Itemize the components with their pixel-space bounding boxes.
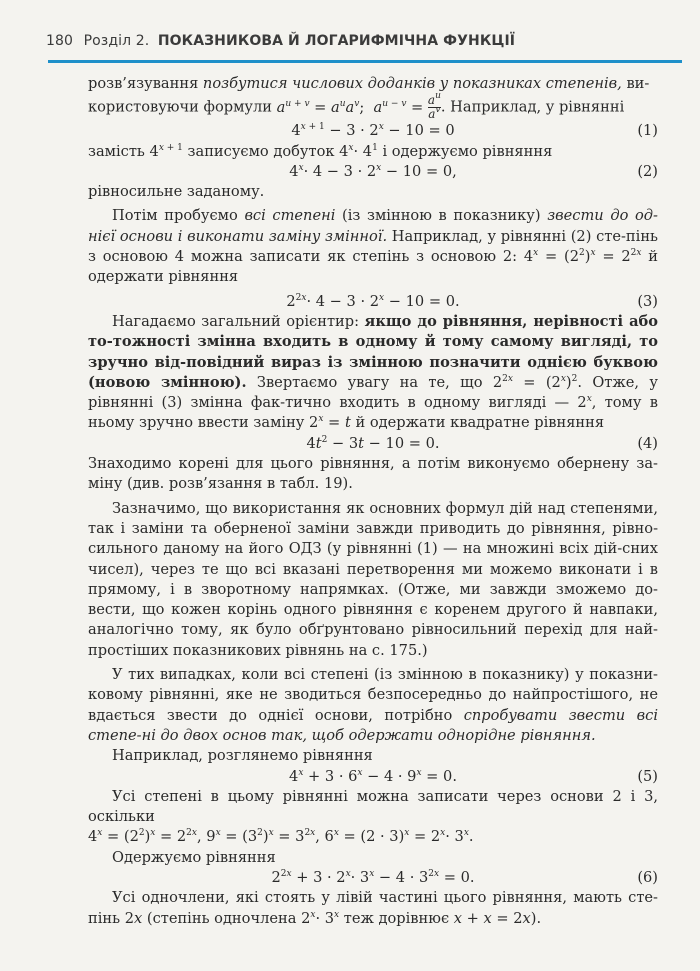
- paragraph: У тих випадках, коли всі степені (із змінною в показнику) у показни-ковому рівнянні, яке не зводиться безпосередньо до найпростішого, не вдається звести до однієї основи, потрібно спробувати звести всі степе-ні до двох основ так, щоб одержати однорідне рівняння.: [88, 666, 658, 744]
- equation-1: $4^{x + 1} - 3 \cdot 2^x - 10 = 0$ (1): [88, 121, 658, 141]
- equation-2: $4^x\cdot 4 - 3 \cdot 2^x - 10 = 0$, (2): [88, 162, 658, 182]
- running-head: [46, 33, 515, 49]
- formula-line: $4^x = (2^2)^x = 2^{2x}$, $9^x = (3^2)^x = 3^{2x}$, $6^x = (2 \cdot 3)^x = 2^x\cdot 3^x$.: [88, 828, 474, 846]
- paragraph: Потім пробуємо всі степені (із змінною в показнику) звести до од-нієї основи і виконати заміну змінної. Наприклад, у рівнянні (2) сте-пінь з основою 4 можна записати як степінь з основою 2: $4^x = (2^2)^x = 2^{2x}$ й одержати рівняння: [88, 207, 658, 286]
- paragraph: Усі одночлени, які стоять у лівій частині цього рівняння, мають сте-пінь 2x (степінь одночлена $2^x\cdot 3^x$ теж дорівнює x + x = 2x).: [88, 889, 658, 927]
- paragraph: замість $4^{x + 1}$ записуємо добуток $4^x\cdot 4^1$ і одержуємо рівняння: [88, 142, 553, 160]
- paragraph: Одержуємо рівняння: [112, 848, 276, 866]
- paragraph: Нагадаємо загальний орієнтир: якщо до рівняння, нерівності або то-тожності змінна входить в одному й тому самому вигляді, то зручно від-повідний вираз із змінною позначити однією буквою (новою змінною). Звертаємо увагу на те, що $2^{2x} = (2^x)^2$. Отже, у рівнянні (3) змінна фак-тично входить в одному вигляді — 2$^x$, тому в ньому зручно ввести заміну $2^x = t$ й одержати квадратне рівняння: [88, 312, 658, 432]
- chapter-title: ПОКАЗНИКОВА Й ЛОГАРИФМІЧНА ФУНКЦІЇ: [157, 33, 516, 49]
- page-body: [88, 74, 658, 929]
- equation-number: (1): [637, 122, 658, 140]
- paragraph: Наприклад, розглянемо рівняння: [112, 747, 373, 765]
- equation-number: (2): [637, 162, 658, 180]
- equation-5: $4^x + 3 \cdot 6^x - 4 \cdot 9^x = 0$. (5): [88, 767, 658, 787]
- equation-4: $4t^2 - 3t - 10 = 0$. (4): [88, 434, 658, 454]
- equation-6: $2^{2x} + 3 \cdot 2^x\cdot 3^x - 4 \cdot 3^{2x} = 0$. (6): [88, 868, 658, 888]
- formula: $a^{u + v} = a^ua^v$; $a^{u - v}$ = $\frac{a^u}{a^v}$: [276, 91, 441, 122]
- chapter-label: Розділ 2.: [83, 33, 150, 49]
- equation-number: (6): [637, 868, 658, 886]
- equation-3: $2^{2x}\cdot 4 - 3 \cdot 2^x - 10 = 0$. (3): [88, 292, 658, 312]
- paragraph: розв’язування позбутися числових доданків у показниках степенів, ви-: [88, 75, 650, 92]
- page-number: 180: [46, 33, 74, 49]
- paragraph: рівносильне заданому.: [88, 183, 265, 201]
- header-rule: [48, 60, 682, 63]
- paragraph: Знаходимо корені для цього рівняння, а потім виконуємо обернену за-міну (див. розв’язання в табл. 19).: [88, 455, 658, 493]
- page-header: [0, 0, 700, 66]
- equation-number: (5): [637, 767, 658, 785]
- paragraph: Зазначимо, що використання як основних формул дій над степенями, так і заміни та оберненої заміни завжди приводить до рівняння, рівно-сильного даному на його ОДЗ (у рівнянні (1) — на множині всіх дій-сних чисел), через те що всі вказані перетворення ми можемо виконати і в прямому, і в зворотному напрямках. (Отже, ми завжди зможемо до-вести, що кожен корінь одного рівняння є коренем другого й навпаки, аналогічно тому, як було обґрунтовано рівносильний перехід для най-простіших показникових рівнянь на с. 175.): [88, 499, 658, 659]
- paragraph: Усі степені в цьому рівнянні можна записати через основи 2 і 3, оскільки: [88, 787, 658, 826]
- equation-number: (3): [637, 292, 658, 310]
- equation-number: (4): [637, 434, 658, 452]
- paragraph: користовуючи формули $a^{u + v} = a^ua^v$; $a^{u - v}$ = $\frac{a^u}{a^v}$ . Наприклад, у рівнянні: [88, 91, 625, 122]
